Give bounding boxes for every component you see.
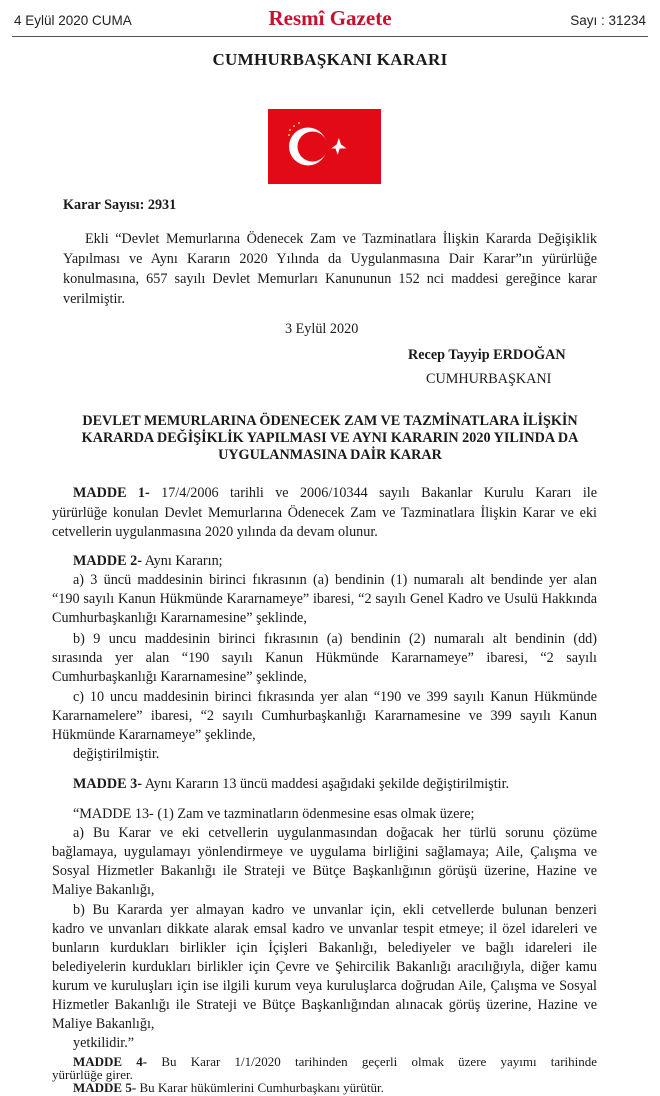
- article-4-text: Bu Karar 1/1/2020 tarihinden geçerli olmak üzere yayımı tarihinde: [161, 1054, 598, 1069]
- signer-title: CUMHURBAŞKANI: [426, 371, 552, 387]
- decision-title-line: KARARDA DEĞİŞİKLİK YAPILMASI VE AYNI KARARIN 2020 YILINDA DA: [81, 430, 579, 446]
- article-3-line: bağlamaya, uygulamayı yönlendirmeye ve uygulama birliğini sağlamaya; Aile, Çalışma ve: [52, 844, 597, 860]
- article-1-line: cetvellerin uygulanmasına 2020 yılında da devam olunur.: [52, 524, 378, 540]
- turkish-flag-icon: [268, 109, 381, 184]
- article-1-label: MADDE 1-: [73, 485, 150, 501]
- article-1-line: [73, 484, 597, 504]
- issue-date: 4 Eylül 2020 CUMA: [14, 13, 132, 28]
- article-2-text: Aynı Kararın;: [144, 553, 223, 569]
- gazette-header: [0, 0, 660, 40]
- article-2-line: Hükmünde Kararnameye” şeklinde,: [52, 727, 256, 743]
- preamble-line: Ekli “Devlet Memurlarına Ödenecek Zam ve Tazminatlara İlişkin Kararda Değişiklik: [85, 231, 597, 247]
- article-2-line: Cumhurbaşkanlığı Kararnamesine” şeklinde,: [52, 610, 307, 626]
- article-2-line: Kararnamelere” ibaresi, “2 sayılı Cumhurbaşkanlığı Kararnamesine ve 399 sayılı Kanun: [52, 708, 597, 724]
- article-3-text: Aynı Kararın 13 üncü maddesi aşağıdaki şekilde değiştirilmiştir.: [144, 776, 510, 792]
- article-2-line: Cumhurbaşkanlığı Kararnamesine” şeklinde,: [52, 669, 307, 685]
- article-1-text: 17/4/2006 tarihli ve 2006/10344 sayılı Bakanlar Kurulu Kararı ile: [161, 485, 597, 501]
- article-3-line: belediyelerin kurdukları birlikler için Çevre ve Şehircilik Bakanlığı aracılığıyla, diğer kamu: [52, 959, 597, 975]
- decision-title-line: UYGULANMASINA DAİR KARAR: [218, 447, 442, 463]
- decision-title-line: DEVLET MEMURLARINA ÖDENECEK ZAM VE TAZMİNATLARA İLİŞKİN: [82, 413, 578, 429]
- article-3-label: MADDE 3-: [73, 776, 142, 792]
- article-5-text: Bu Karar hükümlerini Cumhurbaşkanı yürütür.: [139, 1080, 384, 1095]
- article-3-line: kurum ve kuruluşları için ise ilgili kurum veya kuruluşlarca doğrudan Aile, Çalışma ve Sosyal: [52, 978, 597, 994]
- signer-name: Recep Tayyip ERDOĞAN: [408, 347, 566, 363]
- article-3-line: Sosyal Hizmetler Bakanlığı ile Strateji ve Bütçe Başkanlığının görüşü üzerine, Hazine ve: [52, 863, 597, 879]
- article-3-line: b) Bu Kararda yer almayan kadro ve unvanlar için, ekli cetvellerde bulunan benzeri: [73, 902, 597, 918]
- article-1-line: yürürlüğe konulan Devlet Memurlarına Ödenecek Zam ve Tazminatlara İlişkin Karar ve eki: [52, 505, 597, 521]
- article-3-intro: [73, 775, 509, 795]
- article-2-line: değiştirilmiştir.: [73, 746, 160, 762]
- article-2-line: “190 sayılı Kanun Hükmünde Kararnameye” ibaresi, “2 sayılı Genel Kadro ve Usulü Hakkında: [52, 591, 597, 607]
- signature-date: 3 Eylül 2020: [285, 321, 359, 337]
- article-3-line: kadro ve unvanları dikkate alarak emsal kadro ve unvanlar tespit etmeye; il özel idareleri ve: [52, 921, 597, 937]
- article-3-line: a) Bu Karar ve eki cetvellerin uygulanmasından doğacak her türlü sorunu çözüme: [73, 825, 597, 841]
- article-3-line: Maliye Bakanlığı,: [52, 882, 155, 898]
- header-divider: [12, 36, 648, 37]
- article-5-line: [73, 1080, 384, 1095]
- preamble-line: konulmasına, 657 sayılı Devlet Memurları Kanununun 152 nci maddesi gereğince karar: [63, 271, 597, 287]
- decision-number: Karar Sayısı: 2931: [63, 197, 177, 213]
- article-5-label: MADDE 5-: [73, 1080, 137, 1095]
- article-3-line: bunların kurdukları birlikler için İçişleri Bakanlığı, belediyeler ve bağlı idareleri ile: [52, 940, 597, 956]
- article-3-line: yetkilidir.”: [73, 1035, 135, 1051]
- article-3-line: Hizmetler Bakanlığı ile Strateji ve Bütçe Başkanlığından alınacak görüş üzerine, Hazine ve: [52, 997, 597, 1013]
- article-3-line: “MADDE 13- (1) Zam ve tazminatların ödenmesine esas olmak üzere;: [73, 806, 475, 822]
- article-2-line: a) 3 üncü maddesinin birinci fıkrasının (a) bendinin (1) numaralı alt bendinde yer alan: [73, 572, 597, 588]
- article-2-label: MADDE 2-: [73, 553, 142, 569]
- article-3-line: Maliye Bakanlığı,: [52, 1016, 155, 1032]
- document-type: CUMHURBAŞKANI KARARI: [212, 50, 448, 69]
- article-4-line: yürürlüğe girer.: [52, 1067, 133, 1082]
- issue-number: Sayı : 31234: [570, 13, 646, 28]
- article-2-intro: [73, 552, 223, 572]
- article-2-line: sırasında yer alan “190 sayılı Kanun Hükmünde Kararnameye” ibaresi, “2 sayılı: [52, 650, 597, 666]
- gazette-title: Resmî Gazete: [268, 6, 392, 30]
- article-4-line: [73, 1054, 597, 1069]
- article-4-label: MADDE 4-: [73, 1054, 148, 1069]
- article-2-line: b) 9 uncu maddesinin birinci fıkrasının (a) bendinin (2) numaralı alt bendinin (dd): [73, 631, 597, 647]
- article-2-line: c) 10 uncu maddesinin birinci fıkrasında yer alan “190 ve 399 sayılı Kanun Hükmünde: [73, 689, 597, 705]
- preamble-line: verilmiştir.: [63, 291, 125, 307]
- preamble-line: Yapılması ve Aynı Kararın 2020 Yılında da Uygulanmasına Dair Karar”ın yürürlüğe: [63, 251, 597, 267]
